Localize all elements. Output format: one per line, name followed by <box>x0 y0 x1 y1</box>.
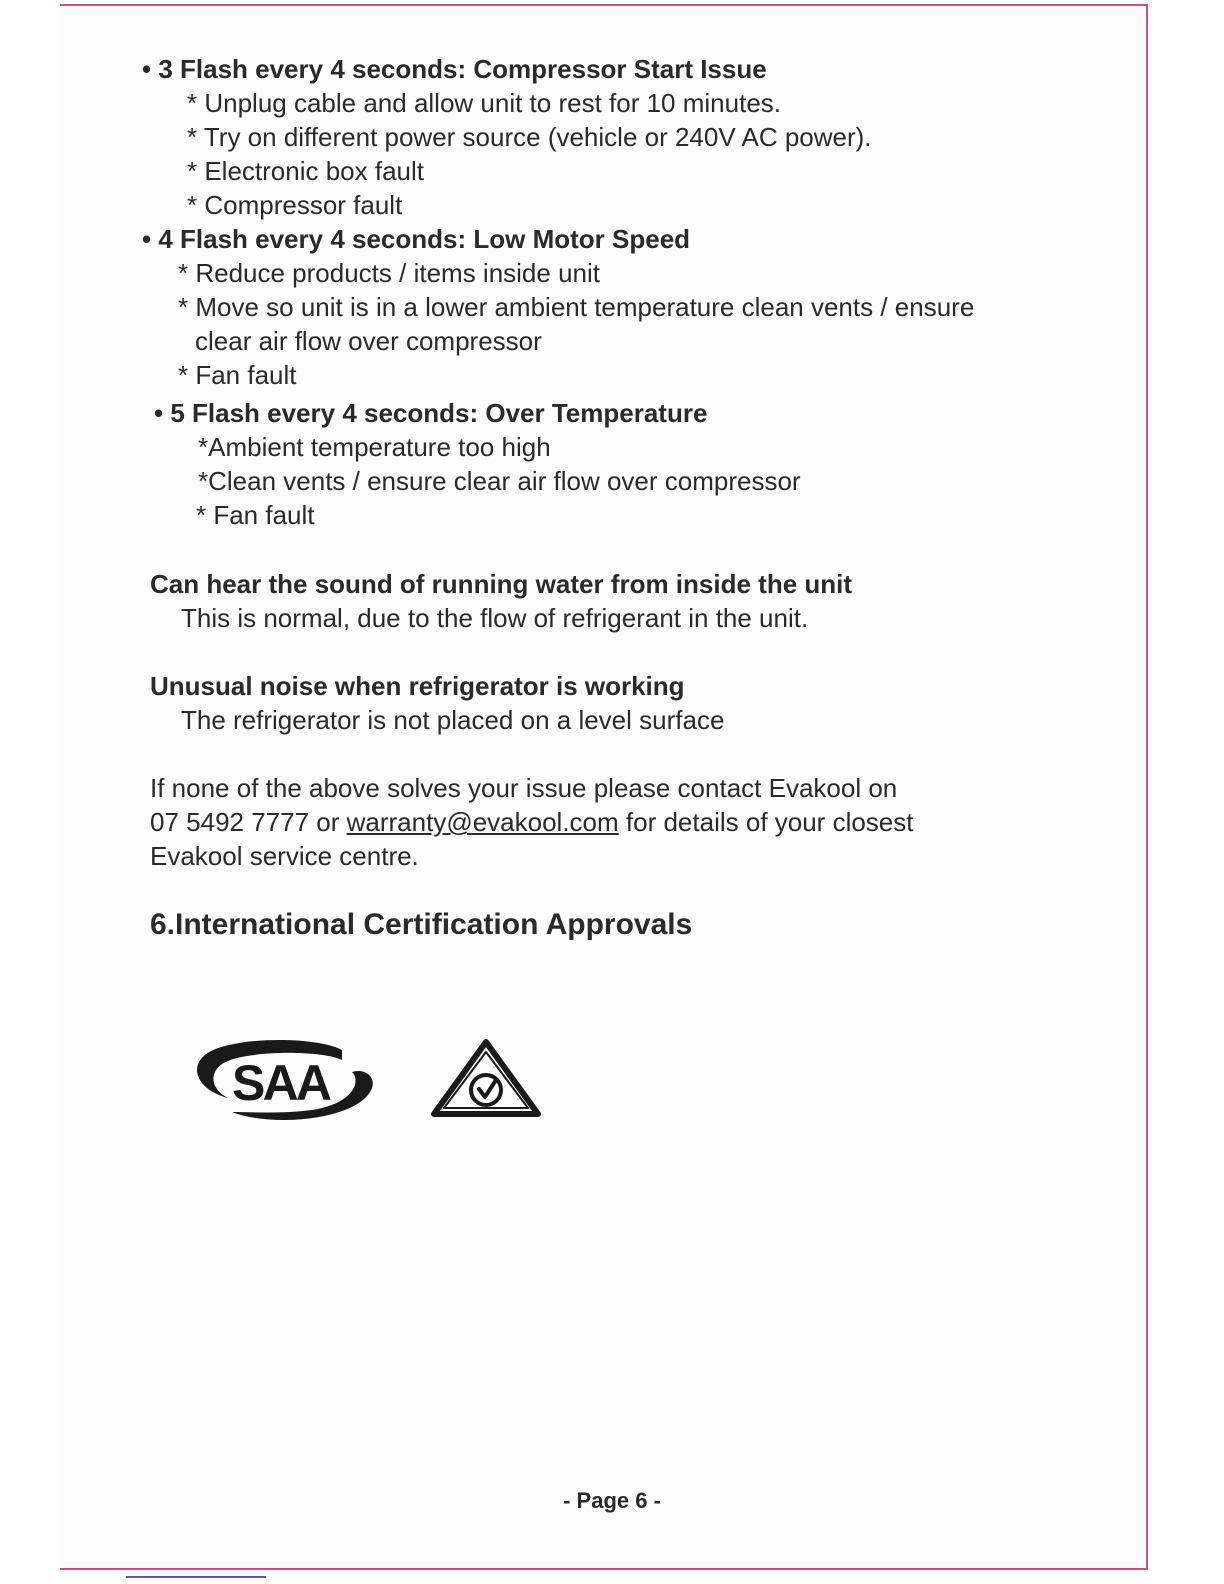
flash3-item-2: * Try on different power source (vehicle or 240V AC power). <box>187 122 872 152</box>
certification-title: 6.International Certification Approvals <box>150 908 693 941</box>
flash4-heading: • 4 Flash every 4 seconds: Low Motor Speed <box>142 224 691 254</box>
flash3-item-4: * Compressor fault <box>187 190 403 220</box>
contact-line-3: Evakool service centre. <box>150 841 419 871</box>
flash5-heading: • 5 Flash every 4 seconds: Over Temperature <box>154 398 708 428</box>
warranty-email-link[interactable]: warranty@evakool.com <box>346 807 619 837</box>
flash4-item-2: * Move so unit is in a lower ambient temperature clean vents / ensure <box>178 292 975 322</box>
flash5-item-1: *Ambient temperature too high <box>198 432 551 462</box>
flash3-item-1: * Unplug cable and allow unit to rest for 10 minutes. <box>187 88 782 118</box>
contact-line-1: If none of the above solves your issue please contact Evakool on <box>150 773 898 803</box>
flash3-heading: • 3 Flash every 4 seconds: Compressor Start Issue <box>142 54 767 84</box>
flash5-item-3: * Fan fault <box>196 500 315 530</box>
noise-heading: Unusual noise when refrigerator is working <box>150 671 685 701</box>
flash3-item-3: * Electronic box fault <box>187 156 425 186</box>
contact-line-2 <box>150 805 914 839</box>
contact-line-2-end: for details of your closest <box>618 807 914 837</box>
corner-rule <box>126 1576 266 1578</box>
rcm-mark <box>428 1036 544 1122</box>
water-heading: Can hear the sound of running water from inside the unit <box>150 569 853 599</box>
flash4-item-2-cont: clear air flow over compressor <box>195 326 542 356</box>
check-icon <box>479 1080 496 1097</box>
page-number: - Page 6 - <box>563 1488 661 1513</box>
saa-logo <box>192 1032 382 1132</box>
water-body: This is normal, due to the flow of refrigerant in the unit. <box>181 603 809 633</box>
flash5-item-2: *Clean vents / ensure clear air flow over compressor <box>198 466 801 496</box>
contact-phone-text: 07 5492 7777 or <box>150 807 347 837</box>
saa-text: SAA <box>232 1055 332 1111</box>
noise-body: The refrigerator is not placed on a level surface <box>181 705 725 735</box>
flash4-item-1: * Reduce products / items inside unit <box>178 258 600 288</box>
flash4-item-3: * Fan fault <box>178 360 297 390</box>
